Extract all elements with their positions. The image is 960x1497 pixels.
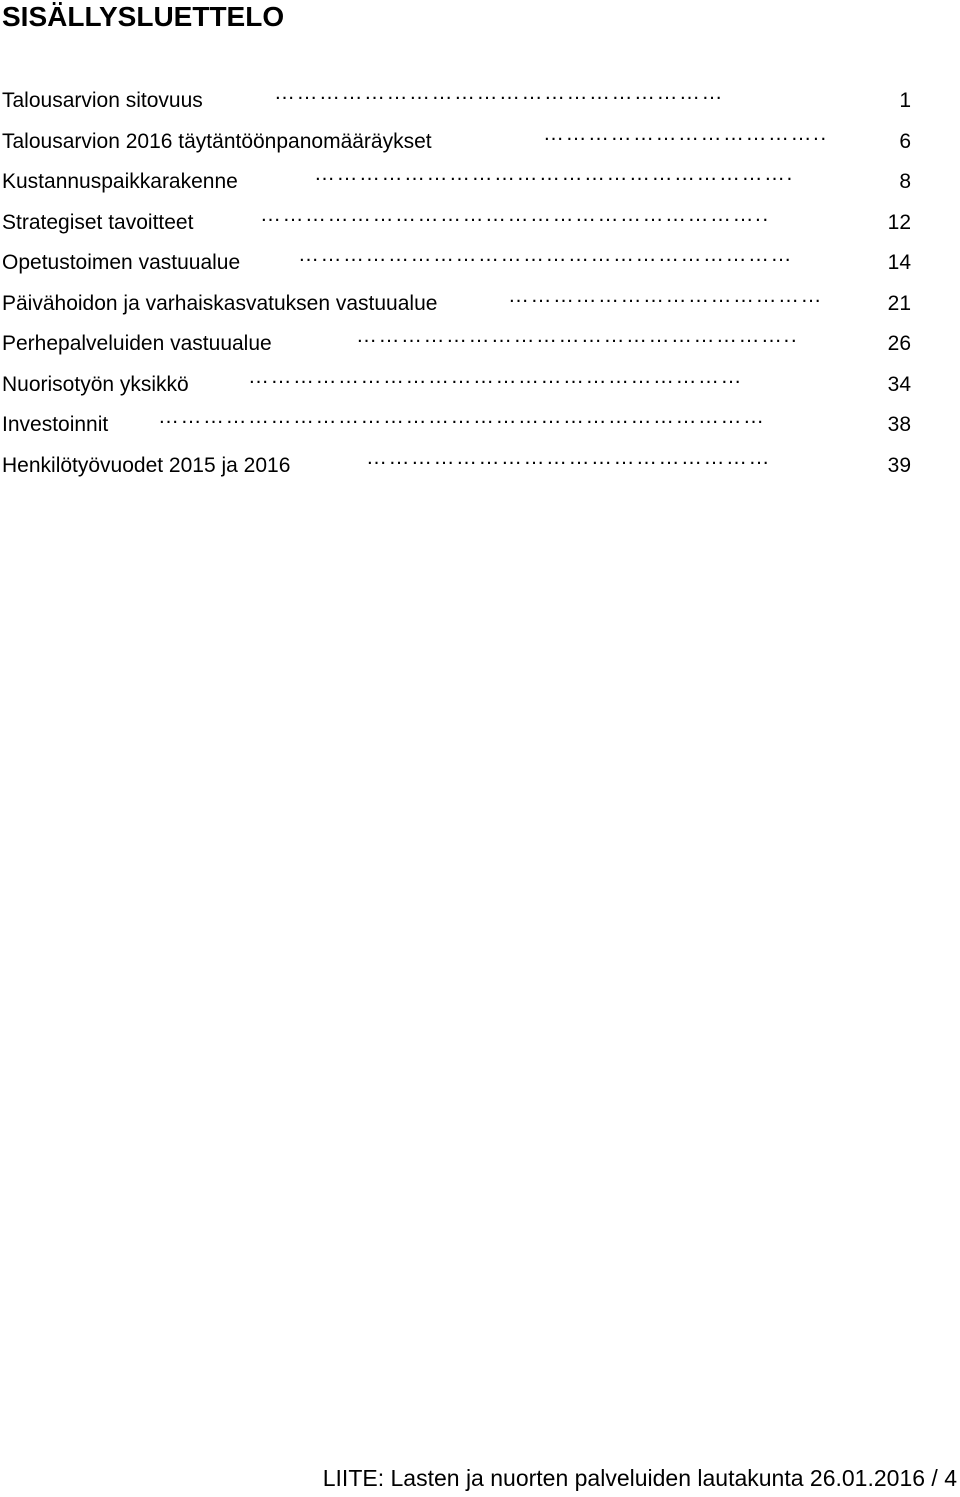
toc-entry-title: Nuorisotyön yksikkö [2,372,189,396]
toc-entry-title: Strategiset tavoitteet [2,210,194,234]
toc-entry-page-number: 34 [887,372,911,396]
toc-entry-page-number: 8 [899,170,911,193]
toc-entry-henkilotyovuodet [0,445,960,490]
toc-entry-page-number: 12 [887,210,911,234]
page-title: SISÄLLYSLUETTELO [2,1,285,32]
toc-entry-leader: ………………………………………………………. [314,162,794,185]
toc-entry-page-number: 1 [899,89,911,112]
page-footer: LIITE: Lasten ja nuorten palveluiden lautakunta 26.01.2016 / 4 [322,1465,957,1491]
toc-entry-leader: ………………………………………………….. [356,324,799,347]
toc-entry-page-number: 38 [887,413,911,436]
toc-entry-title: Henkilötyövuodet 2015 ja 2016 [2,453,291,477]
toc-entry-leader: …………………………………… [508,283,823,307]
toc-entry-title: Investoinnit [2,413,109,436]
toc-entry-page-number: 26 [887,332,911,355]
toc-entry-leader: ………………………………………………………… [248,364,743,388]
toc-entry-title: Kustannuspaikkarakenne [2,170,238,193]
table-of-contents [0,81,960,489]
toc-entry-title: Talousarvion 2016 täytäntöönpanomääräykset [2,129,432,153]
toc-entry-leader: ……………………………….. [543,121,828,145]
toc-entry-title: Päivähoidon ja varhaiskasvatuksen vastuualue [2,291,438,315]
toc-entry-leader: ……………………………………………… [366,445,771,469]
toc-entry-leader: ………………………………………………………… [298,243,793,266]
toc-entry-title: Talousarvion sitovuus [2,89,203,112]
toc-entry-page-number: 14 [887,251,911,274]
toc-entry-title: Perhepalveluiden vastuualue [2,332,272,355]
toc-entry-page-number: 39 [887,453,911,477]
toc-entry-leader: ………………………………………………………….. [260,202,770,226]
toc-entry-page-number: 6 [899,129,911,153]
toc-entry-page-number: 21 [887,291,911,315]
toc-entry-leader: ……………………………………………………………………… [158,405,766,428]
toc-entry-title: Opetustoimen vastuualue [2,251,241,274]
toc-entry-leader: …………………………………………………… [274,81,724,104]
